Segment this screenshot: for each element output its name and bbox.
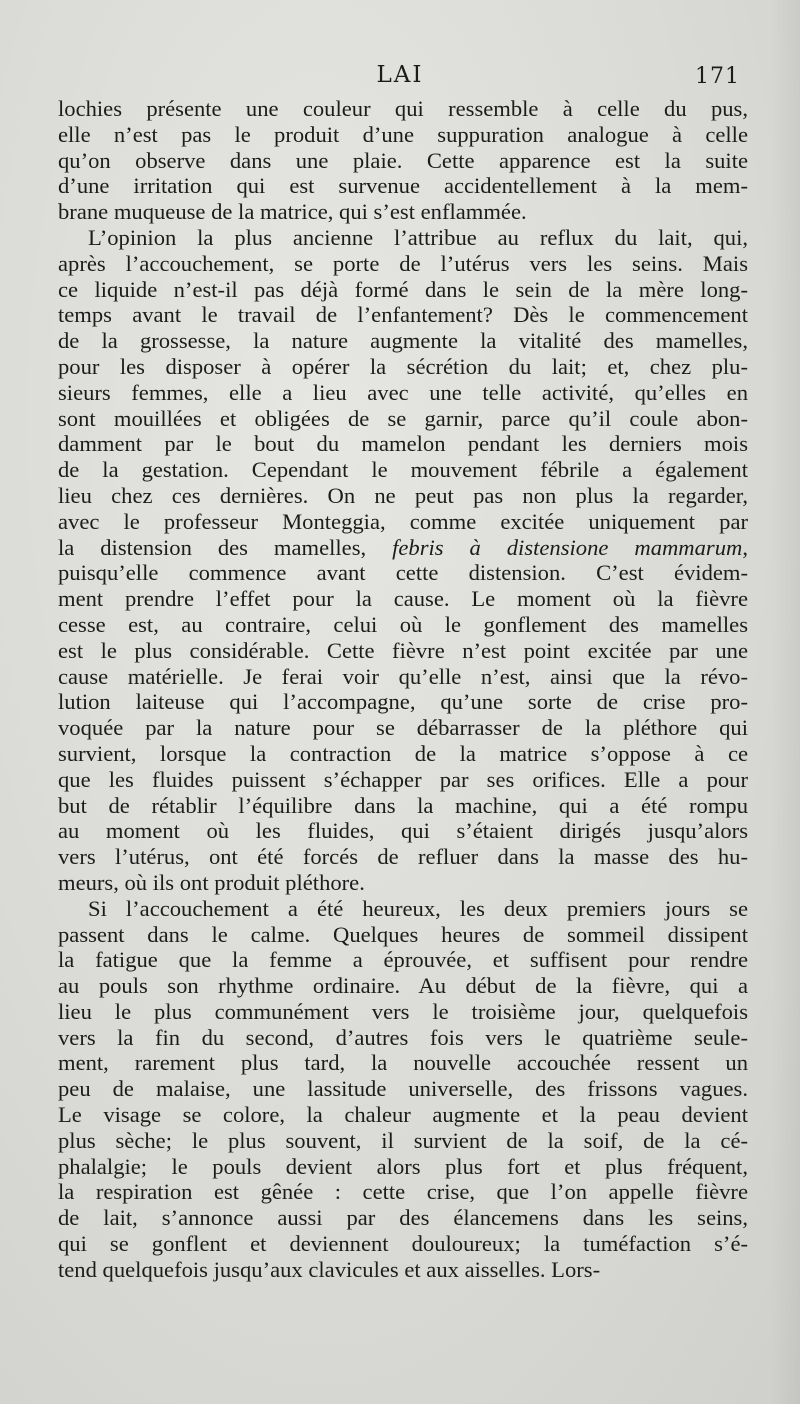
text-line: que les fluides puissent s’échapper par ses orifices. Elle a pour: [58, 766, 748, 792]
text-line: damment par le bout du mamelon pendant les derniers mois: [58, 431, 748, 457]
text-line: avec le professeur Monteggia, comme excitée uniquement par: [58, 508, 748, 534]
text-line: vers la fin du second, d’autres fois vers le quatrième seule-: [58, 1024, 748, 1050]
text-line: lochies présente une couleur qui ressemble à celle du pus,: [58, 96, 748, 121]
paragraph: [58, 96, 748, 225]
text-line: but de rétablir l’équilibre dans la machine, qui a été rompu: [58, 792, 748, 818]
text-line: ment prendre l’effet pour la cause. Le moment où la fièvre: [58, 586, 748, 612]
text-line: la fatigue que la femme a éprouvée, et suffisent pour rendre: [58, 947, 748, 973]
text-line: lieu chez ces dernières. On ne peut pas non plus la regarder,: [58, 482, 748, 508]
text-segment: la distension des mamelles,: [58, 534, 393, 560]
text-line: peu de malaise, une lassitude universelle, des frissons vagues.: [58, 1076, 748, 1102]
text-line: sieurs femmes, elle a lieu avec une telle activité, qu’elles en: [58, 379, 748, 405]
text-line: L’opinion la plus ancienne l’attribue au reflux du lait, qui,: [88, 224, 748, 250]
text-line: sont mouillées et obligées de se garnir, parce qu’il coule abon-: [58, 405, 748, 431]
text-line: Si l’accouchement a été heureux, les deux premiers jours se: [88, 895, 748, 921]
body-text: [58, 96, 748, 1283]
text-line: de la gestation. Cependant le mouvement fébrile a également: [58, 457, 748, 483]
text-line: qu’on observe dans une plaie. Cette apparence est la suite: [58, 147, 748, 173]
text-line: brane muqueuse de la matrice, qui s’est enflammée.: [58, 199, 527, 225]
text-line: au moment où les fluides, qui s’étaient dirigés jusqu’alors: [58, 818, 748, 844]
text-line: pour les disposer à opérer la sécrétion du lait; et, chez plu-: [58, 353, 748, 379]
text-line: ment, rarement plus tard, la nouvelle accouchée ressent un: [58, 1050, 748, 1076]
text-line: meurs, où ils ont produit pléthore.: [58, 869, 365, 895]
italic-latin-phrase: febris à distensione mammarum: [392, 534, 743, 560]
text-line: cesse est, au contraire, celui où le gonflement des mamelles: [58, 611, 748, 637]
text-line: de la grossesse, la nature augmente la vitalité des mamelles,: [58, 328, 748, 354]
running-title: LAI: [376, 62, 424, 88]
text-line: lution laiteuse qui l’accompagne, qu’une sorte de crise pro-: [58, 689, 748, 715]
paragraph: [58, 225, 748, 896]
text-line: qui se gonflent et deviennent douloureux; la tuméfaction s’é-: [58, 1231, 748, 1257]
text-line: après l’accouchement, se porte de l’utérus vers les seins. Mais: [58, 250, 748, 276]
text-line: temps avant le travail de l’enfantement? Dès le commencement: [58, 302, 748, 328]
text-line: Le visage se colore, la chaleur augmente et la peau devient: [58, 1102, 748, 1128]
text-line: [58, 535, 748, 561]
paragraph: [58, 896, 748, 1283]
text-segment: ,: [742, 534, 748, 560]
text-line: tend quelquefois jusqu’aux clavicules et aux aisselles. Lors-: [58, 1256, 601, 1282]
text-line: plus sèche; le plus souvent, il survient de la soif, de la cé-: [58, 1127, 748, 1153]
text-line: lieu le plus communément vers le troisième jour, quelquefois: [58, 998, 748, 1024]
text-line: phalalgie; le pouls devient alors plus fort et plus fréquent,: [58, 1153, 748, 1179]
text-line: cause matérielle. Je ferai voir qu’elle n’est, ainsi que la révo-: [58, 663, 748, 689]
text-line: d’une irritation qui est survenue accidentellement à la mem-: [58, 173, 748, 199]
text-line: ce liquide n’est-il pas déjà formé dans le sein de la mère long-: [58, 276, 748, 302]
text-line: au pouls son rhythme ordinaire. Au début de la fièvre, qui a: [58, 973, 748, 999]
text-line: passent dans le calme. Quelques heures de sommeil dissipent: [58, 921, 748, 947]
text-line: vers l’utérus, ont été forcés de refluer dans la masse des hu-: [58, 844, 748, 870]
text-line: voquée par la nature pour se débarrasser de la pléthore qui: [58, 715, 748, 741]
text-line: survient, lorsque la contraction de la matrice s’oppose à ce: [58, 740, 748, 766]
text-line: puisqu’elle commence avant cette distension. C’est évidem-: [58, 560, 748, 586]
text-line: de lait, s’annonce aussi par des élancemens dans les seins,: [58, 1205, 748, 1231]
text-line: la respiration est gênée : cette crise, que l’on appelle fièvre: [58, 1179, 748, 1205]
text-line: elle n’est pas le produit d’une suppuration analogue à celle: [58, 121, 748, 147]
text-line: est le plus considérable. Cette fièvre n’est point excitée par une: [58, 637, 748, 663]
page-number: 171: [695, 64, 740, 89]
page-edge-shadow: [770, 0, 800, 1404]
running-head: [60, 62, 740, 92]
